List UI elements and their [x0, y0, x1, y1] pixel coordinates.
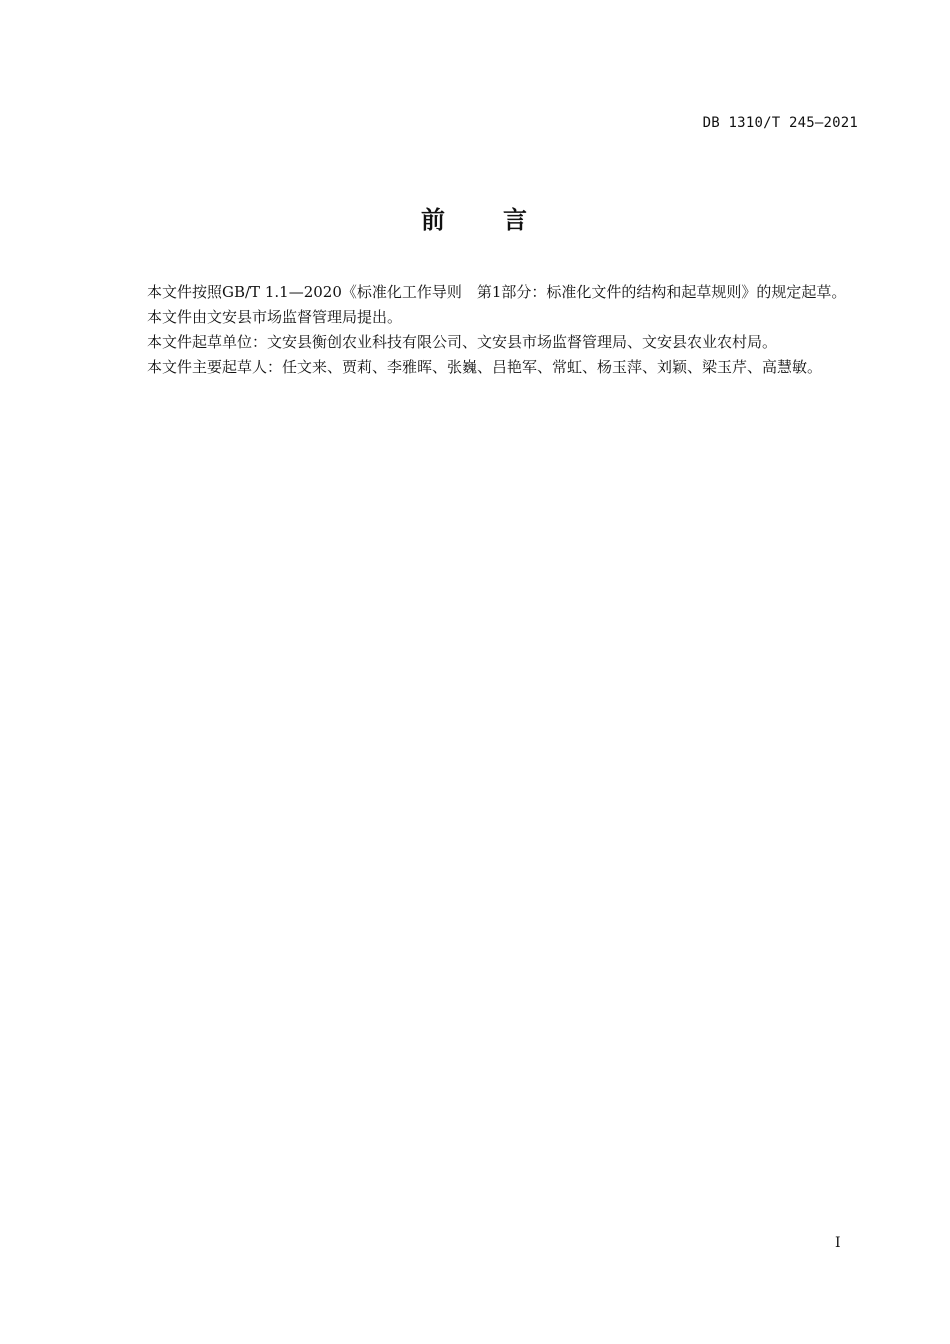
foreword-paragraph-2: 本文件由文安县市场监督管理局提出。 — [147, 308, 403, 326]
page-title — [0, 200, 950, 235]
title-char-right: 言 — [503, 206, 529, 234]
document-code: DB 1310/T 245—2021 — [702, 115, 858, 131]
foreword-paragraph-4: 本文件主要起草人：任文来、贾莉、李雅晖、张巍、吕艳军、常虹、杨玉萍、刘颖、梁玉芹、高慧敏。 — [147, 358, 823, 376]
foreword-paragraph-1: 本文件按照GB/T 1.1—2020《标准化工作导则 第1部分：标准化文件的结构和起草规则》的规定起草。 — [147, 283, 847, 301]
foreword-body — [113, 280, 859, 380]
title-char-left: 前 — [421, 206, 447, 234]
foreword-paragraph-3: 本文件起草单位：文安县衡创农业科技有限公司、文安县市场监督管理局、文安县农业农村局。 — [147, 333, 778, 351]
page-number: I — [835, 1235, 841, 1251]
